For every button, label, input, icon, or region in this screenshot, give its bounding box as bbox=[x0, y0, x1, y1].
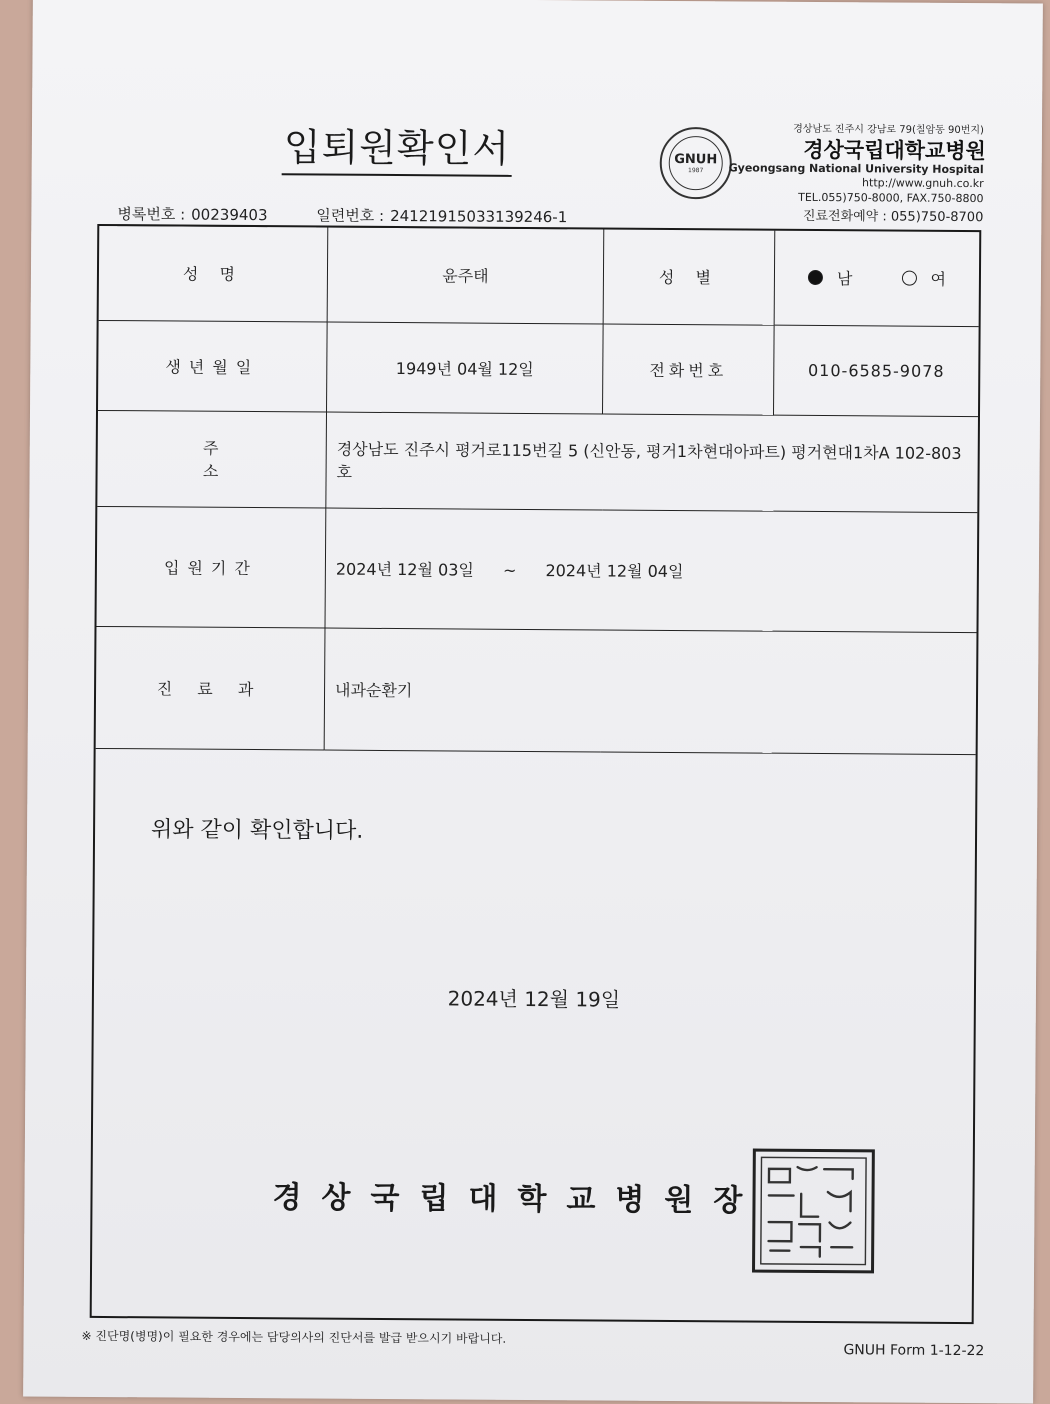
record-number-value: 00239403 bbox=[191, 205, 268, 225]
emblem-code: GNUH bbox=[674, 151, 718, 168]
hospital-url: http://www.gnuh.co.kr bbox=[862, 176, 984, 191]
period-value bbox=[325, 508, 977, 633]
document-paper bbox=[23, 0, 1043, 1404]
record-number-label: 병록번호 : bbox=[117, 205, 186, 224]
gender-value bbox=[774, 231, 979, 326]
table-row bbox=[97, 410, 978, 512]
director-name: 경상국립대학교병원장 bbox=[272, 1180, 763, 1219]
radio-empty-icon bbox=[901, 271, 916, 286]
name-label: 성 명 bbox=[99, 226, 328, 322]
footer-note: ※ 진단명(병명)이 필요한 경우에는 담당의사의 진단서를 발급 받으시기 바랍니다. bbox=[81, 1328, 507, 1346]
seal-stamp-icon bbox=[755, 1152, 872, 1271]
hospital-name-ko: 경상국립대학교병원 bbox=[803, 137, 986, 164]
table-row bbox=[97, 506, 978, 632]
emblem-year: 1987 bbox=[688, 167, 704, 175]
table-row bbox=[98, 320, 979, 416]
name-value: 윤주태 bbox=[327, 228, 604, 324]
form-code: GNUH Form 1-12-22 bbox=[843, 1342, 985, 1360]
gender-option-male bbox=[808, 266, 853, 289]
gender-label: 성 별 bbox=[603, 229, 775, 324]
phone-label: 전화번호 bbox=[603, 323, 775, 414]
confirmation-text: 위와 같이 확인합니다. bbox=[150, 817, 364, 844]
hospital-address: 경상남도 진주시 강남로 79(칠암동 90번지) bbox=[793, 123, 985, 137]
official-seal bbox=[752, 1149, 875, 1274]
radio-filled-icon bbox=[808, 270, 823, 285]
phone-value: 010-6585-9078 bbox=[773, 325, 978, 416]
document-title: 입퇴원확인서 bbox=[282, 116, 513, 177]
table-row bbox=[99, 226, 980, 326]
hospital-emblem-icon bbox=[660, 127, 733, 200]
period-from: 2024년 12월 03일 bbox=[335, 559, 474, 580]
hospital-header bbox=[659, 119, 1000, 229]
gender-option-female bbox=[901, 267, 946, 290]
dept-label: 진 료 과 bbox=[96, 626, 325, 750]
dept-value: 내과순환기 bbox=[324, 628, 976, 755]
hospital-name-en: Gyeongsang National University Hospital bbox=[728, 161, 984, 177]
patient-info-table bbox=[96, 226, 980, 755]
address-value: 경상남도 진주시 평거로115번길 5 (신안동, 평거1차현대아파트) 평거현대1차A 102-803호 bbox=[326, 412, 978, 513]
issue-date: 2024년 12월 19일 bbox=[447, 986, 621, 1012]
birth-value: 1949년 04월 12일 bbox=[327, 322, 604, 414]
hospital-tel-fax: TEL.055)750-8000, FAX.750-8800 bbox=[798, 190, 984, 206]
address-label: 주 소 bbox=[97, 410, 326, 508]
birth-label: 생년월일 bbox=[98, 320, 327, 412]
serial-number-label: 일련번호 : bbox=[316, 206, 385, 225]
gender-female-label: 여 bbox=[930, 270, 947, 290]
period-to: 2024년 12월 04일 bbox=[545, 560, 684, 581]
hospital-reservation: 진료전화예약 : 055)750-8700 bbox=[802, 208, 984, 226]
certificate-frame bbox=[90, 224, 982, 1324]
gender-male-label: 남 bbox=[836, 269, 853, 289]
period-label: 입원기간 bbox=[97, 506, 326, 628]
serial-number-value: 24121915033139246-1 bbox=[390, 206, 568, 227]
period-separator: ~ bbox=[502, 560, 517, 580]
table-row bbox=[96, 626, 977, 754]
